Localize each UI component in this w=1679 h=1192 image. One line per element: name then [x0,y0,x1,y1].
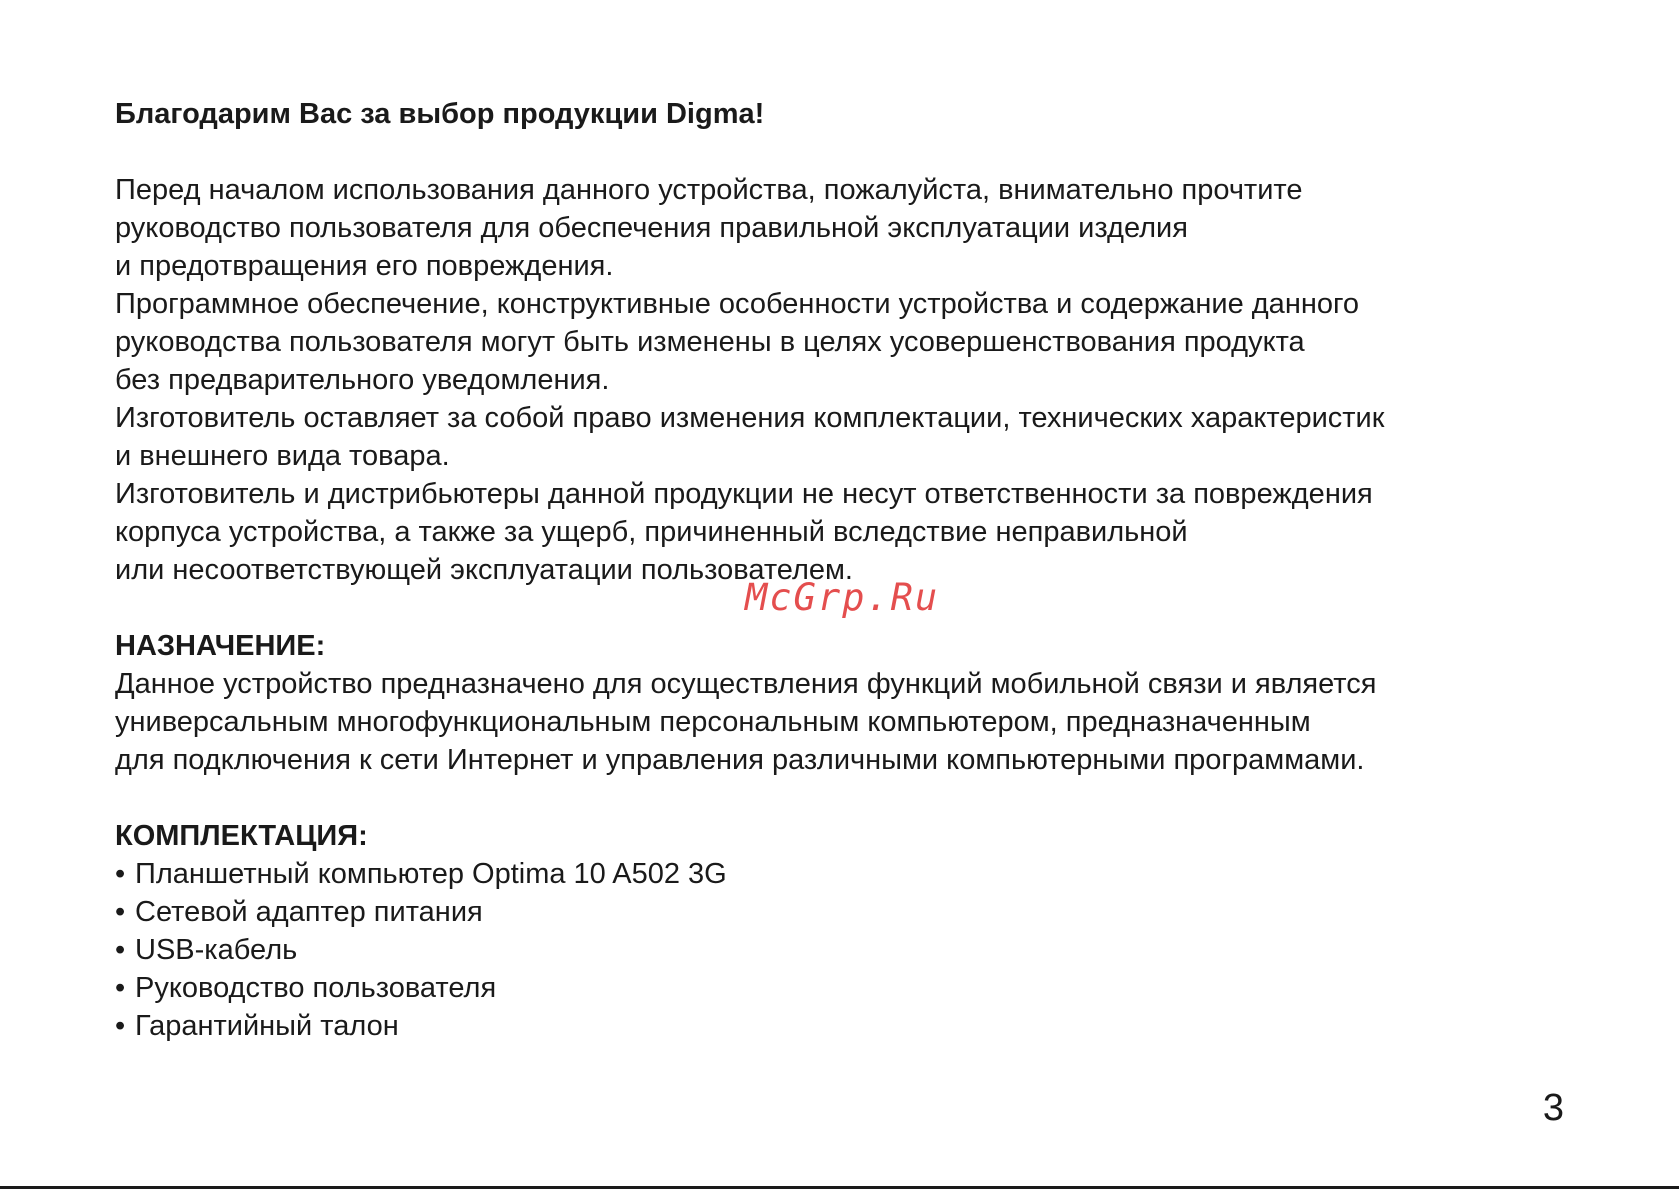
list-item [115,1007,1565,1045]
list-item-text: Планшетный компьютер Optima 10 A502 3G [135,858,727,890]
contents-section [115,817,1565,1045]
bullet: • [115,1010,126,1042]
list-item [115,855,1565,893]
list-item-text: Руководство пользователя [135,972,497,1004]
intro-section [115,95,1565,589]
list-item-text: Гарантийный талон [135,1010,399,1042]
intro-line: и внешнего вида товара. [115,440,450,472]
bottom-divider [0,1186,1679,1189]
intro-line: руководства пользователя могут быть изменены в целях усовершенствования продукта [115,326,1305,358]
purpose-section [115,627,1565,779]
bullet: • [115,858,126,890]
purpose-title: НАЗНАЧЕНИЕ: [115,630,326,662]
intro-line: Изготовитель и дистрибьютеры данной продукции не несут ответственности за повреждения [115,478,1373,510]
bullet: • [115,934,126,966]
watermark: McGrp.Ru [745,576,940,619]
intro-line: и предотвращения его повреждения. [115,250,614,282]
intro-line: руководство пользователя для обеспечения правильной эксплуатации изделия [115,212,1188,244]
intro-line: Изготовитель оставляет за собой право изменения комплектации, технических характеристик [115,402,1385,434]
contents-list [115,855,1565,1045]
intro-line: Программное обеспечение, конструктивные особенности устройства и содержание данного [115,288,1360,320]
intro-title: Благодарим Вас за выбор продукции Digma! [115,98,765,130]
list-item [115,931,1565,969]
list-item-text: USB-кабель [135,934,298,966]
intro-line: корпуса устройства, а также за ущерб, причиненный вследствие неправильной [115,516,1188,548]
list-item-text: Сетевой адаптер питания [135,896,483,928]
intro-line: без предварительного уведомления. [115,364,610,396]
page-content [115,95,1565,1045]
contents-title: КОМПЛЕКТАЦИЯ: [115,820,368,852]
intro-line: Перед началом использования данного устройства, пожалуйста, внимательно прочтите [115,174,1303,206]
list-item [115,969,1565,1007]
bullet: • [115,896,126,928]
purpose-line: Данное устройство предназначено для осуществления функций мобильной связи и является [115,668,1377,700]
section-spacer [115,779,1565,817]
intro-line: или несоответствующей эксплуатации пользователем. [115,554,853,586]
page-number: 3 [1542,1087,1564,1129]
purpose-line: для подключения к сети Интернет и управления различными компьютерными программами. [115,744,1365,776]
purpose-line: универсальным многофункциональным персональным компьютером, предназначенным [115,706,1311,738]
list-item [115,893,1565,931]
bullet: • [115,972,126,1004]
